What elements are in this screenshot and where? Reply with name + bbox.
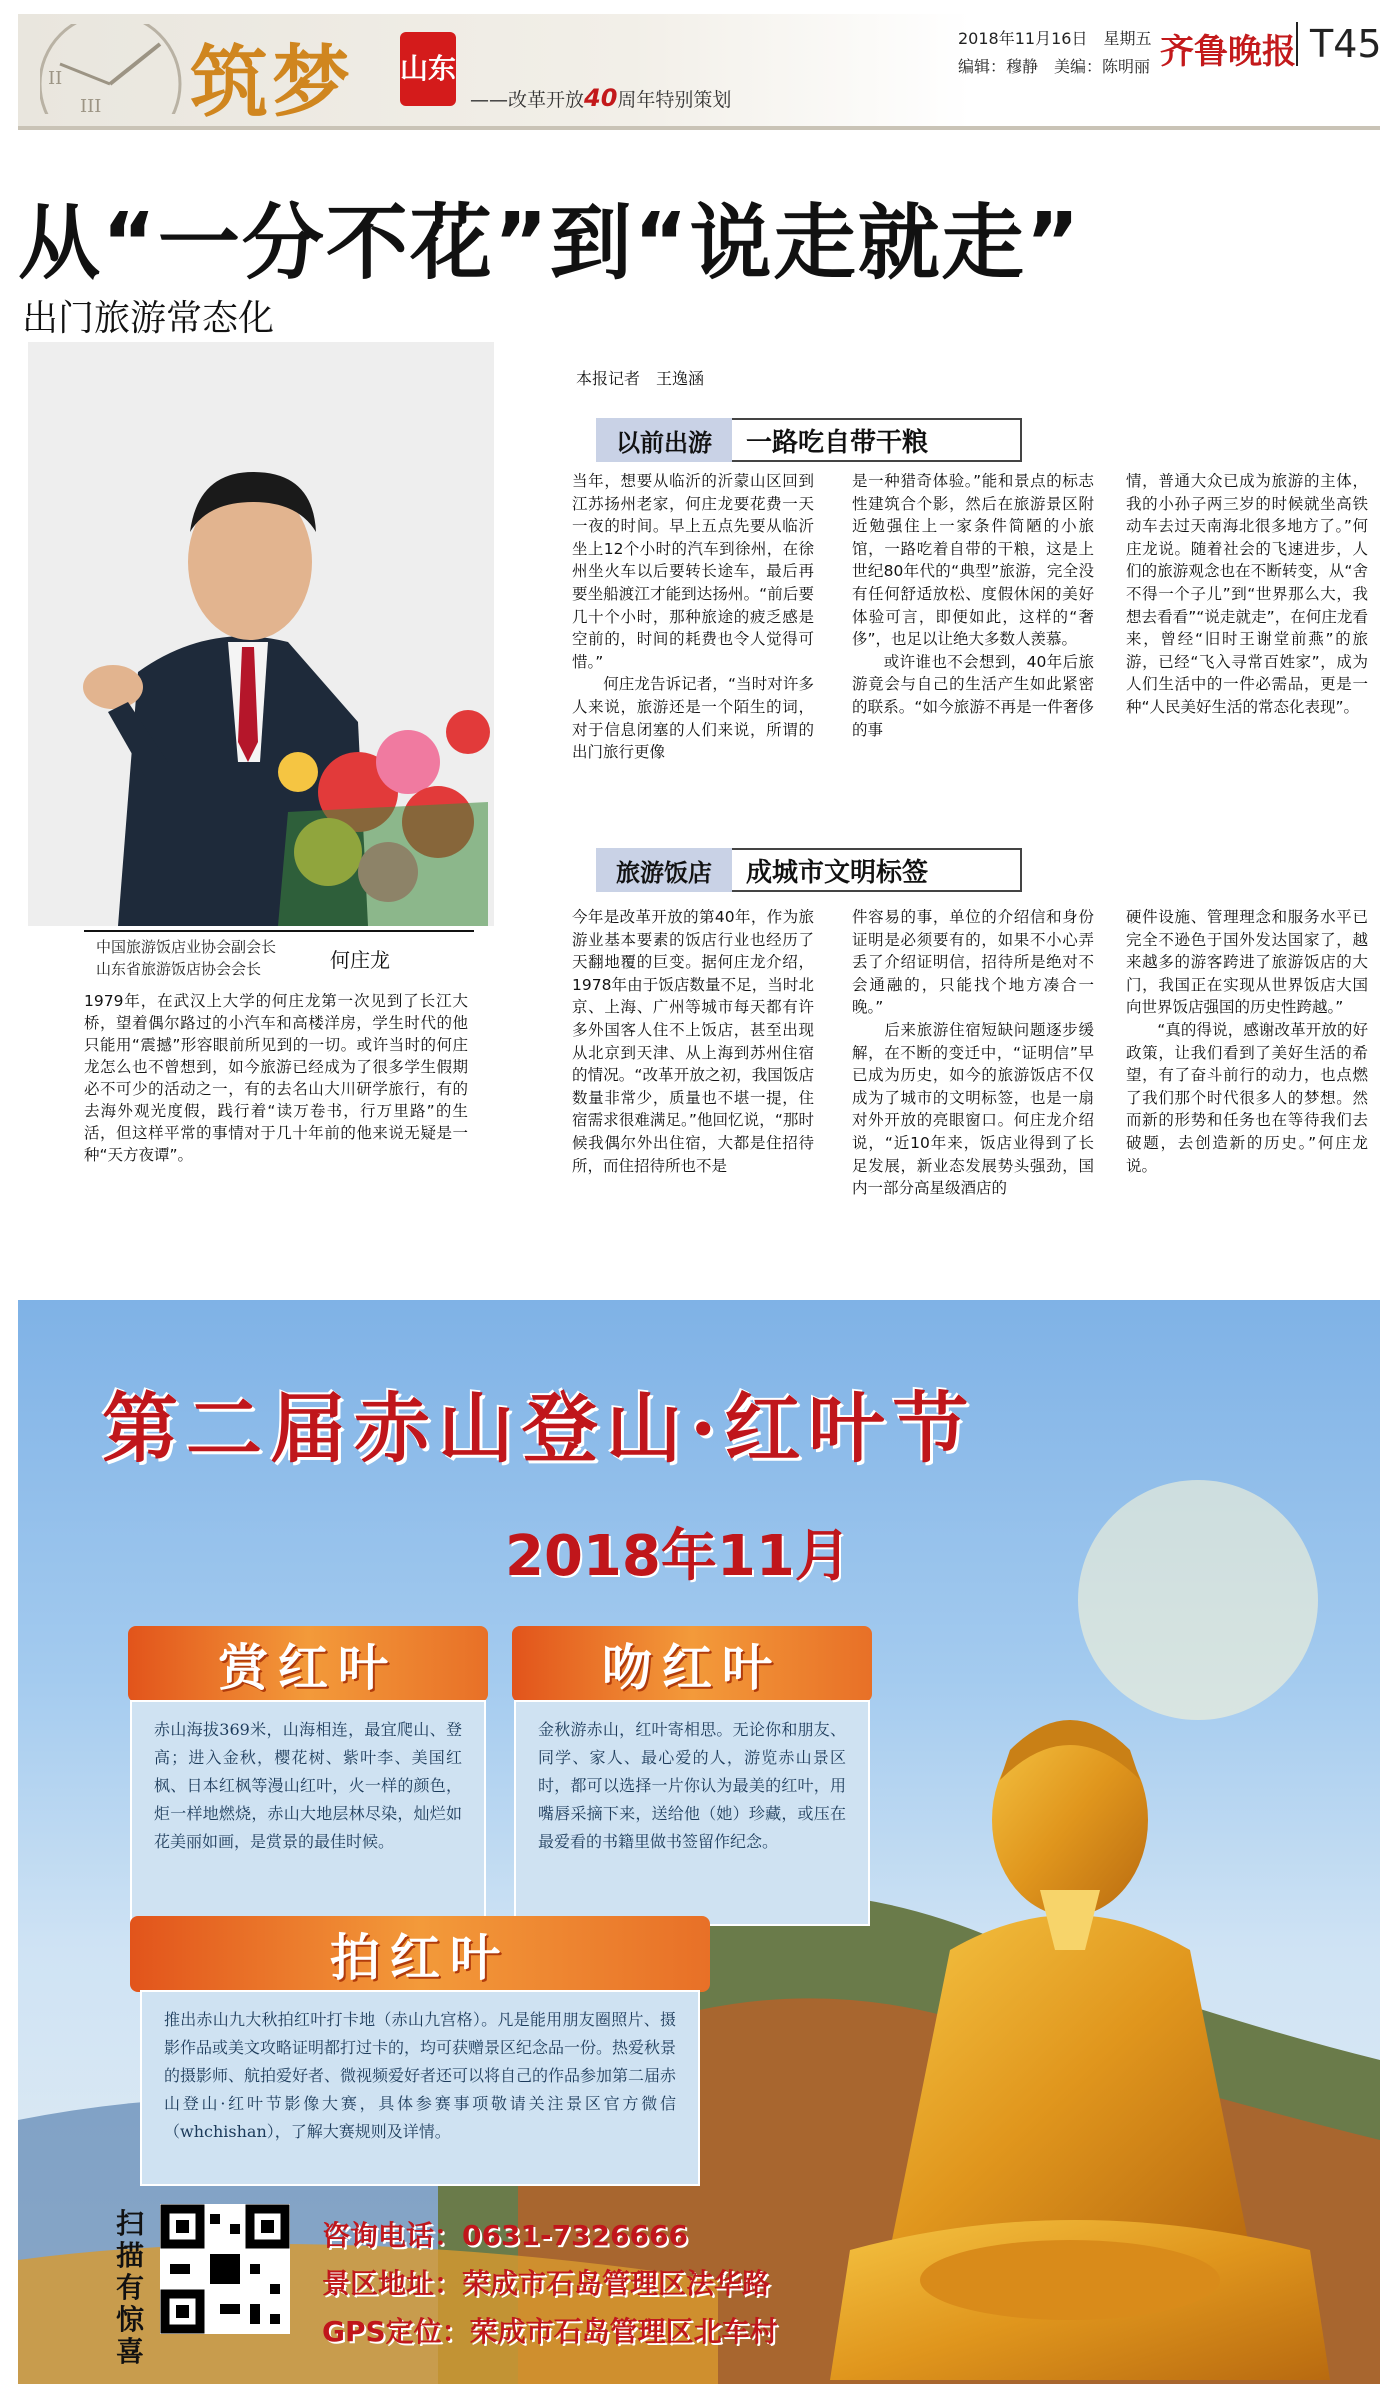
contact-gps: GPS定位：荣成市石岛管理区北车村 bbox=[322, 2315, 778, 2348]
contact-phone: 咨询电话：0631-7326666 bbox=[322, 2219, 688, 2252]
svg-text:III: III bbox=[80, 96, 102, 114]
ad-date: 2018年11月 bbox=[505, 1524, 851, 1589]
golden-statue bbox=[830, 1690, 1350, 2380]
ad-heading: 吻红叶 bbox=[512, 1626, 872, 1702]
portrait-photo bbox=[28, 342, 494, 926]
caption-title: 中国旅游饭店业协会副会长 山东省旅游饭店协会会长 bbox=[96, 938, 277, 978]
article-column: 是一种猎奇体验。”能和景点的标志性建筑合个影，然后在旅游景区附近勉强住上一家条件简陋的小旅馆，一路吃着自带的干粮，这是上世纪80年代的“典型”旅游，完全没有任何舒适放松、度假休闲的美好体验可言，即便如此，这样的“奢侈”，也足以让绝大多数人羡慕。 或许谁也不会想到，40年后旅游竟会与自己的生活产生如此紧密的联系。“如今旅游不再是一件奢侈的事 bbox=[852, 472, 1094, 739]
ad-heading: 赏红叶 bbox=[128, 1626, 488, 1702]
sidebar-text: 1979年，在武汉上大学的何庄龙第一次见到了长江大桥，望着偶尔路过的小汽车和高楼洋房，学生时代的他只能用“震撼”形容眼前所见到的一切。或许当时的何庄龙怎么也不曾想到，如今旅游已经成为了很多学生假期必不可少的活动之一，有的去名山大川研学旅行，有的去海外观光度假，践行着“读万卷书，行万里路”的生活，但这样平常的事情对于几十年前的他来说无疑是一种“天方夜谭”。 bbox=[84, 992, 468, 1164]
issue-date: 2018年11月16日 星期五 bbox=[958, 29, 1152, 48]
ad-text-block: 赤山海拔369米，山海相连，最宜爬山、登高；进入金秋，樱花树、紫叶李、美国红枫、日本红枫等漫山红叶，火一样的颜色，炬一样地燃烧，赤山大地层林尽染，灿烂如花美丽如画，是赏景的最佳时候。 bbox=[130, 1700, 486, 1936]
section-title: 成城市文明标签 bbox=[732, 848, 1022, 892]
page-number: T45 bbox=[1296, 22, 1382, 66]
paper-name: 齐鲁晚报 bbox=[1160, 32, 1296, 72]
section-title: 一路吃自带干粮 bbox=[732, 418, 1022, 462]
headline: 从“一分不花”到“说走就走” bbox=[18, 196, 1082, 291]
subheadline: 出门旅游常态化 bbox=[22, 298, 275, 339]
article-column: 硬件设施、管理理念和服务水平已完全不逊色于国外发达国家了，越来越多的游客跨进了旅游饭店的大门，我国正在实现从世界饭店大国向世界饭店强国的历史性跨越。” “真的得说，感谢改革开放的好政策，让我们看到了美好生活的希望，有了奋斗前行的动力，也点燃了我们那个时代很多人的梦想。然而新的形势和任务也在等待我们去破题，去创造新的历史。”何庄龙说。 bbox=[1126, 908, 1368, 1175]
reporter-byline: 本报记者 王逸涵 bbox=[576, 369, 705, 388]
qr-code[interactable] bbox=[160, 2204, 290, 2334]
contact-address: 景区地址：荣成市石岛管理区法华路 bbox=[322, 2267, 771, 2300]
ad-heading: 拍红叶 bbox=[130, 1916, 710, 1992]
clock-icon bbox=[40, 24, 190, 114]
caption-name: 何庄龙 bbox=[330, 948, 390, 972]
section-label: 旅游饭店 bbox=[596, 848, 732, 892]
section-label: 以前出游 bbox=[596, 418, 732, 462]
ad-text-block: 金秋游赤山，红叶寄相思。无论你和朋友、同学、家人、最心爱的人，游览赤山景区时，都可以选择一片你认为最美的红叶，用嘴唇采摘下来，送给他（她）珍藏，或压在最爱看的书籍里做书签留作纪念。 bbox=[514, 1700, 870, 1926]
ad-text-block: 推出赤山九大秋拍红叶打卡地（赤山九宫格）。凡是能用朋友圈照片、摄影作品或美文攻略证明都打过卡的，均可获赠景区纪念品一份。热爱秋景的摄影师、航拍爱好者、微视频爱好者还可以将自己的作品参加第二届赤山登山·红叶节影像大赛，具体参赛事项敬请关注景区官方微信（whchishan），了解大赛规则及详情。 bbox=[140, 1990, 700, 2186]
ad-title: 第二届赤山登山·红叶节 bbox=[102, 1384, 977, 1473]
editor-credits: 编辑：穆静 美编：陈明丽 bbox=[958, 57, 1151, 76]
article-column: 件容易的事，单位的介绍信和身份证明是必须要有的，如果不小心弄丢了介绍证明信，招待所是绝对不会通融的，只能找个地方凑合一晚。” 后来旅游住宿短缺问题逐步缓解，在不断的变迁中，“证明信”早已成为历史，如今的旅游饭店不仅成为了城市的文明标签，也是一扇对外开放的亮眼窗口。何庄龙介绍说，“近10年来，饭店业得到了长足发展，新业态发展势头强劲，国内一部分高星级酒店的 bbox=[852, 908, 1094, 1198]
special-feature-label: ——改革开放40周年特别策划 bbox=[470, 84, 732, 112]
brand-logo: 筑梦 bbox=[190, 37, 355, 128]
svg-text:II: II bbox=[48, 68, 63, 89]
article-column: 当年，想要从临沂的沂蒙山区回到江苏扬州老家，何庄龙要花费一天一夜的时间。早上五点先要从临沂坐上12个小时的汽车到徐州，在徐州坐火车以后要转长途车，最后再要坐船渡江才能到达扬州。“前后要几十个小时，那种旅途的疲乏感是空前的，时间的耗费也令人觉得可惜。” 何庄龙告诉记者，“当时对许多人来说，旅游还是一个陌生的词，对于信息闭塞的人们来说，所谓的出门旅行更像 bbox=[572, 472, 814, 762]
speaker-illustration bbox=[28, 342, 494, 926]
brand-seal: 山东 bbox=[400, 32, 456, 106]
article-column: 情，普通大众已成为旅游的主体，我的小孙子两三岁的时候就坐高铁动车去过天南海北很多地方了。”何庄龙说。随着社会的飞速进步，人们的旅游观念也在不断转变，从“舍不得一个子儿”到“世界那么大，我想去看看”“说走就走”，在何庄龙看来，曾经“旧时王谢堂前燕”的旅游，已经“飞入寻常百姓家”，成为人们生活中的一件必需品，更是一种“人民美好生活的常态化表现”。 bbox=[1126, 472, 1368, 716]
scan-prompt: 扫描有惊喜 bbox=[116, 2207, 145, 2368]
article-column: 今年是改革开放的第40年，作为旅游业基本要素的饭店行业也经历了天翻地覆的巨变。据何庄龙介绍，1978年由于饭店数量不足，当时北京、上海、广州等城市每天都有许多外国客人住不上饭店，甚至出现从北京到天津、从上海到苏州住宿的情况。“改革开放之初，我国饭店数量非常少，质量也不堪一提，住宿需求很难满足。”他回忆说，“那时候我偶尔外出住宿，大都是住招待所，而住招待所也不是 bbox=[572, 908, 814, 1175]
